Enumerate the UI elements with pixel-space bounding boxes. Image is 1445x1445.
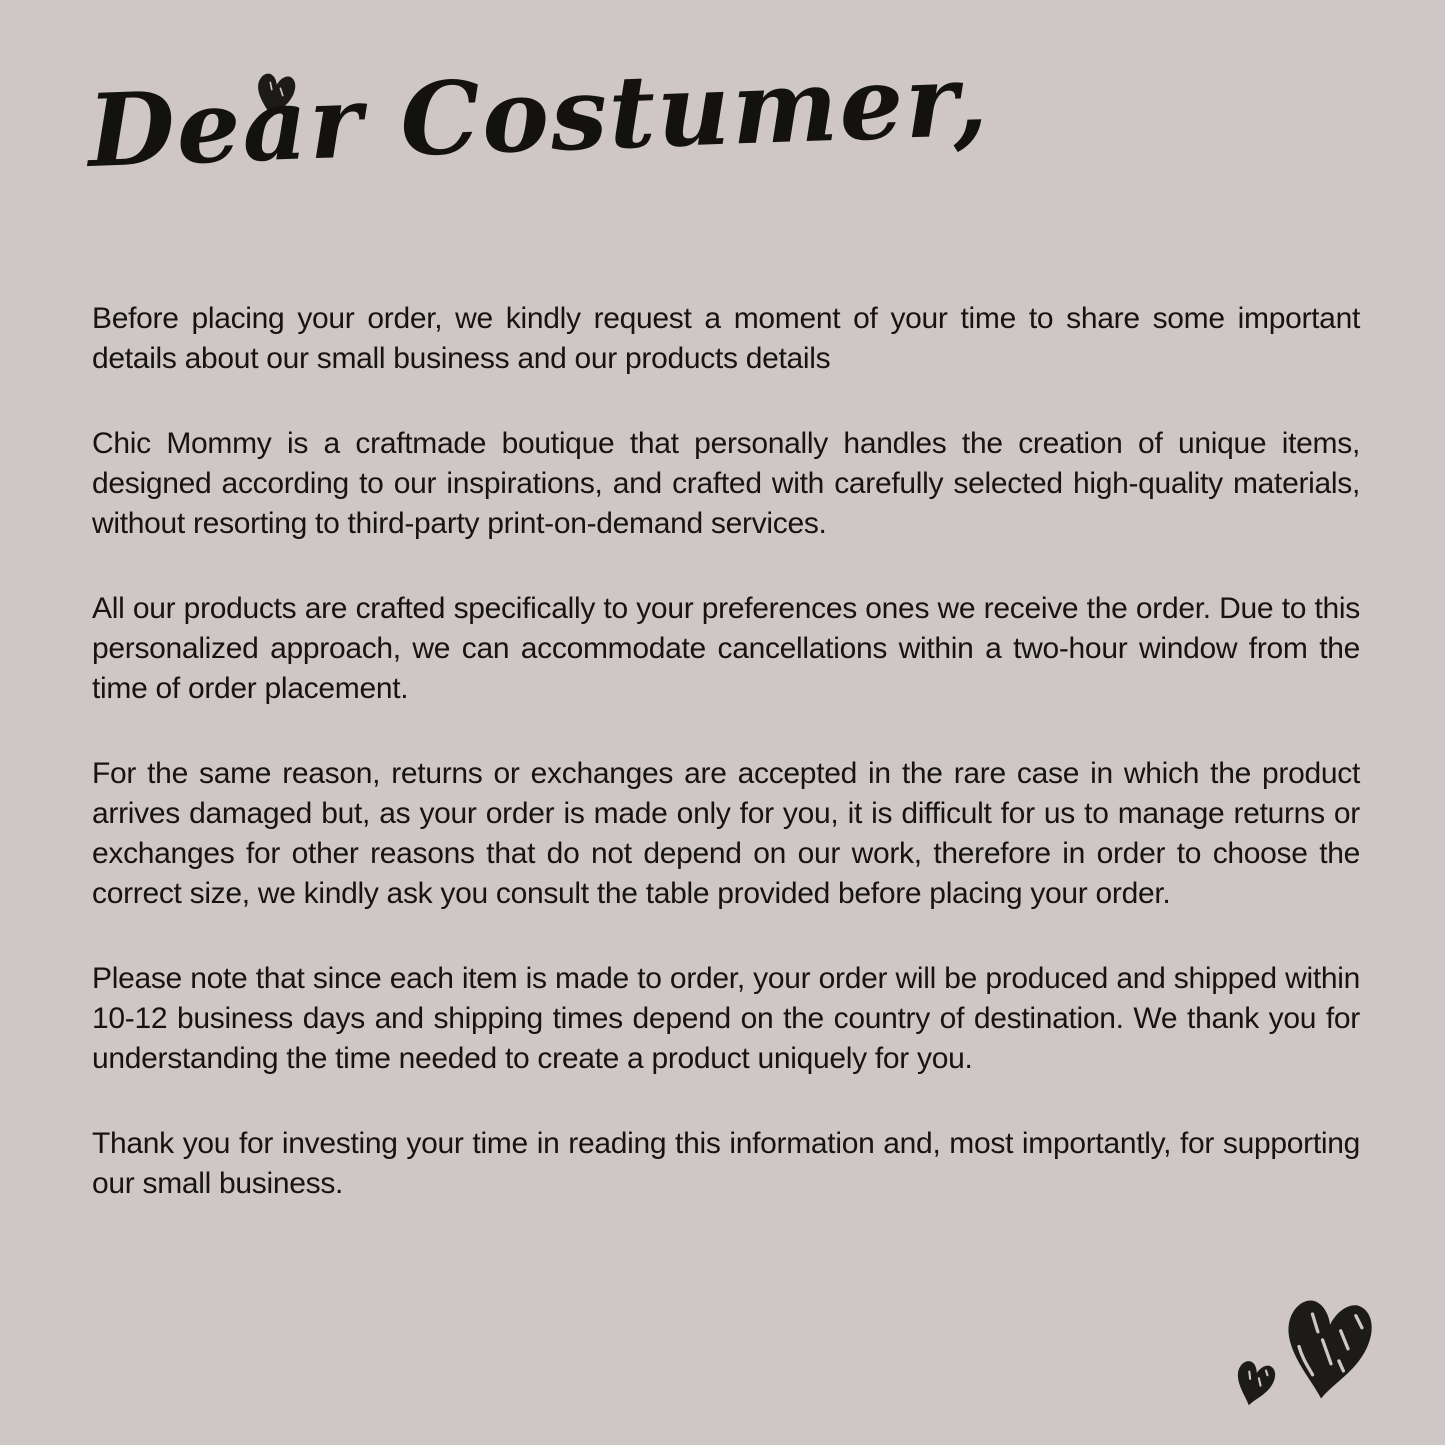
paragraph-returns: For the same reason, returns or exchanges are accepted in the rare case in which the product arrives damaged but, as your order is made only for you, it is difficult for us to manage returns or exchanges for other reasons that do not depend on our work, therefore in order to choose the correct size, we kindly ask you consult the table provided before placing your order. [92, 757, 1360, 910]
paragraph-thanks: Thank you for investing your time in reading this information and, most importantly, for supporting our small business. [92, 1127, 1360, 1200]
letter-title: Dear Costumer, [85, 40, 992, 190]
paragraph-shipping: Please note that since each item is made to order, your order will be produced and shipped within 10-12 business days and shipping times depend on the country of destination. We thank you for understanding the time needed to create a product uniquely for you. [92, 962, 1360, 1075]
paragraph-intro: Before placing your order, we kindly request a moment of your time to share some important details about our small business and our products details [92, 302, 1360, 375]
heart-icon [1227, 1354, 1280, 1415]
paragraph-about-boutique: Chic Mommy is a craftmade boutique that personally handles the creation of unique items, designed according to our inspirations, and crafted with carefully selected high-quality materials, without resorting to third-party print-on-demand services. [92, 427, 1360, 540]
heart-icon [1273, 1285, 1381, 1416]
letter-body [92, 299, 1360, 1204]
paragraph-cancellations: All our products are crafted specifically to your preferences ones we receive the order. Due to this personalized approach, we can accommodate cancellations within a two-hour window from the time of order placement. [92, 592, 1360, 705]
